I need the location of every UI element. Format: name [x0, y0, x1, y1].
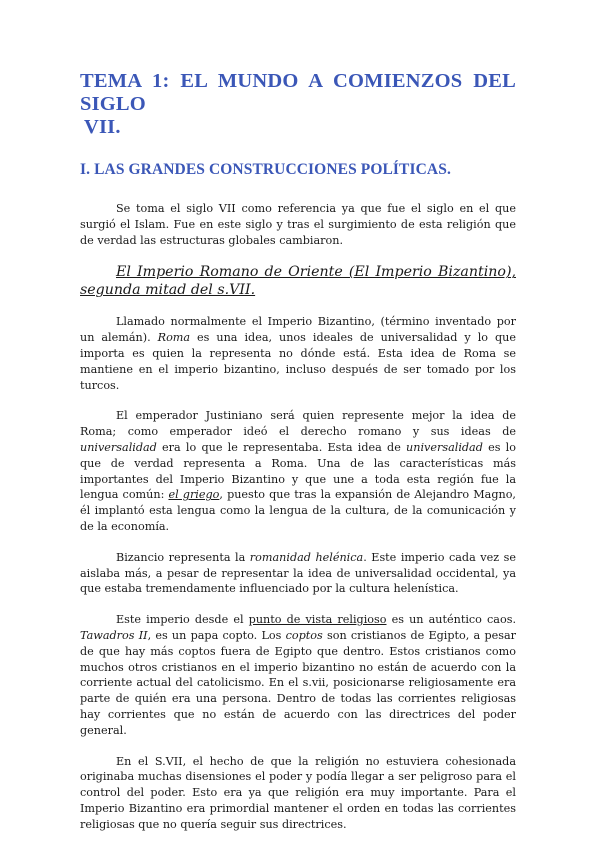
text-run: son cristianos de Egipto, a pesar de que hay más coptos fuera de Egipto que dentro. Estos cristianos como muchos otros cristianos en el imperio bizantino no están de acuerdo con la corriente actual del catolicismo. En el s.vii, posicionarse religiosamente era parte de quién era una persona. Dentro de todas las corrientes religiosas hay corrientes que no están de acuerdo con las directrices del poder general. [80, 628, 516, 737]
document-title [80, 70, 516, 139]
italic-term: universalidad [80, 440, 157, 454]
text-run: Bizancio representa la [116, 550, 250, 564]
text-run: El emperador Justiniano será quien represente mejor la idea de Roma; como emperador ideó el derecho romano y sus ideas de [80, 409, 516, 439]
italic-term: universalidad [406, 440, 483, 454]
title-line-1: TEMA 1: EL MUNDO A COMIENZOS DEL SIGLO [80, 70, 516, 115]
paragraph-religion [80, 612, 516, 738]
paragraph-roma [80, 314, 516, 393]
italic-term: romanidad helénica [249, 550, 364, 564]
paragraph-justiniano [80, 408, 516, 534]
italic-underlined-term: el griego [168, 488, 220, 502]
text-run: Este imperio desde el [116, 613, 249, 627]
title-line-2: VII. [84, 116, 121, 138]
document-page [80, 70, 516, 833]
text-run: . Este imperio cada vez se aislaba más, a pesar de representar la idea de universalidad occidental, ya que estaba tremendamente influenciado por la cultura helenística. [80, 550, 516, 596]
paragraph-intro: Se toma el siglo VII como referencia ya que fue el siglo en el que surgió el Islam. Fue en este siglo y tras el surgimiento de esta religión que de verdad las estructuras globales cambiaron. [80, 202, 516, 247]
italic-term: Tawadros II [80, 628, 148, 642]
text-run: , es un papa copto. Los [147, 628, 286, 642]
italic-term: coptos [285, 628, 323, 642]
text-run: , puesto que tras la expansión de Alejandro Magno, él implantó esta lengua como la lengua de la cultura, de la comunicación y de la economía. [80, 488, 516, 533]
subheading-byzantine-empire: El Imperio Romano de Oriente (El Imperio Bizantino), segunda mitad del s.VII. [80, 264, 516, 299]
text-run: es lo que de verdad representa a Roma. Una de las características más importantes del Imperio Bizantino y que une a toda esta región fue la lengua común: [80, 440, 516, 502]
text-run: Llamado normalmente el Imperio Bizantino, (término inventado por un alemán). [80, 315, 516, 345]
underlined-term: punto de vista religioso [248, 613, 387, 627]
text-run: es una idea, unos ideales de universalidad y lo que importa es quien la representa no dónde está. Esta idea de Roma se mantiene en el imperio bizantino, incluso después de ser tomado por los turcos. [80, 331, 516, 392]
paragraph-bizancio [80, 550, 516, 597]
italic-term: Roma [157, 331, 191, 345]
text-run: era lo que le representaba. Esta idea de [156, 440, 407, 454]
paragraph-siglo-vii: En el S.VII, el hecho de que la religión no estuviera cohesionada originaba muchas disensiones el poder y podía llegar a ser peligroso para el control del poder. Esto era ya que religión era muy importante. Para el Imperio Bizantino era primordial mantener el orden en todas las corrientes religiosas que no quería seguir sus directrices. [80, 754, 516, 831]
text-run: es un auténtico caos. [386, 613, 516, 627]
section-heading: I. LAS GRANDES CONSTRUCCIONES POLÍTICAS. [80, 161, 451, 178]
